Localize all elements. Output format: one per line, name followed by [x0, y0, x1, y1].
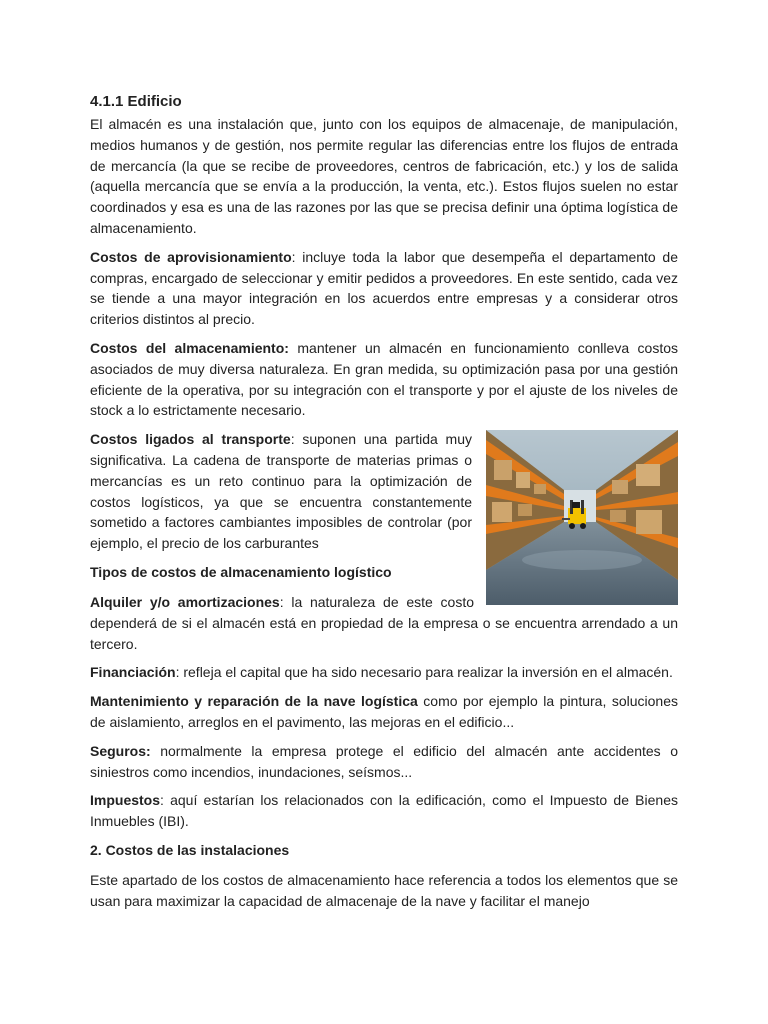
type-text: : refleja el capital que ha sido necesario para realizar la inversión en el almacén. — [175, 664, 673, 681]
type-mantenimiento — [90, 691, 678, 733]
cost-almacenamiento — [90, 338, 678, 421]
type-impuestos — [90, 790, 678, 832]
cost-term: Costos del almacenamiento: — [90, 339, 289, 356]
cost-text: : incluye toda la labor que desempeña el departamento de compras, encargado de seleccionar y emitir pedidos a proveedores. En este sentido, cada vez se tiende a una mayor integración en los acuerdos entre empresas y a considerar otros criterios distintos al precio. — [90, 248, 678, 328]
warehouse-forklift-photo — [486, 430, 678, 605]
cost-term: Costos ligados al transporte — [90, 431, 291, 448]
intro-paragraph: El almacén es una instalación que, junto con los equipos de almacenaje, de manipulación, medios humanos y de gestión, nos permite regular las diferencias entre los flujos de entrada de mercancía (la que se recibe de proveedores, centros de fabricación, etc.) y los de salida (aquella mercancía que se envía a la producción, la venta, etc.). Estos flujos suelen no estar coordinados y esa es una de las razones por las que se precisa definir una óptima logística de almacenamiento. — [90, 116, 678, 236]
type-term: Financiación — [90, 664, 176, 681]
section2-heading: 2. Costos de las instalaciones — [90, 841, 290, 858]
type-financiacion — [90, 662, 678, 683]
cost-aprovisionamiento — [90, 247, 678, 330]
cost-term: Costos de aprovisionamiento — [90, 248, 292, 265]
type-seguros — [90, 741, 678, 783]
section-title: 4.1.1 Edificio — [90, 93, 182, 110]
cost-text: : suponen una partida muy significativa. La cadena de transporte de materias primas o mercancías es un reto continuo para la optimización de costos logísticos, ya que se encuentra constantemente sometido a factores cambiantes imposibles de controlar (por ejemplo, el precio de los carburantes — [90, 431, 472, 552]
type-text: : la naturaleza de este costo dependerá de si el almacén está en propiedad de la empresa o se encuentra arrendado a un tercero. — [90, 593, 678, 652]
type-term: Impuestos — [90, 792, 161, 809]
type-text: normalmente la empresa protege el edificio del almacén ante accidentes o siniestros como incendios, inundaciones, seísmos... — [90, 742, 678, 780]
type-text: : aquí estarían los relacionados con la edificación, como el Impuesto de Bienes Inmuebles (IBI). — [90, 792, 678, 830]
document-page — [90, 92, 678, 920]
cost-transporte — [90, 429, 472, 554]
type-text: como por ejemplo la pintura, soluciones de aislamiento, arreglos en el pavimento, las mejoras en el edificio... — [90, 693, 678, 730]
cost-text: mantener un almacén en funcionamiento conlleva costos asociados de muy diversa naturaleza. En gran medida, su optimización pasa por una gestión eficiente de la operativa, por su integración con el transporte y por el ajuste de los niveles de stock a lo estrictamente necesario. — [90, 339, 679, 419]
type-term: Mantenimiento y reparación de la nave logística — [90, 693, 418, 710]
section2-paragraph: Este apartado de los costos de almacenamiento hace referencia a todos los elementos que se usan para maximizar la capacidad de almacenaje de la nave y facilitar el manejo — [90, 871, 678, 909]
type-term: Alquiler y/o amortizaciones — [90, 593, 280, 610]
types-heading: Tipos de costos de almacenamiento logístico — [90, 563, 392, 580]
type-term: Seguros: — [90, 742, 151, 759]
